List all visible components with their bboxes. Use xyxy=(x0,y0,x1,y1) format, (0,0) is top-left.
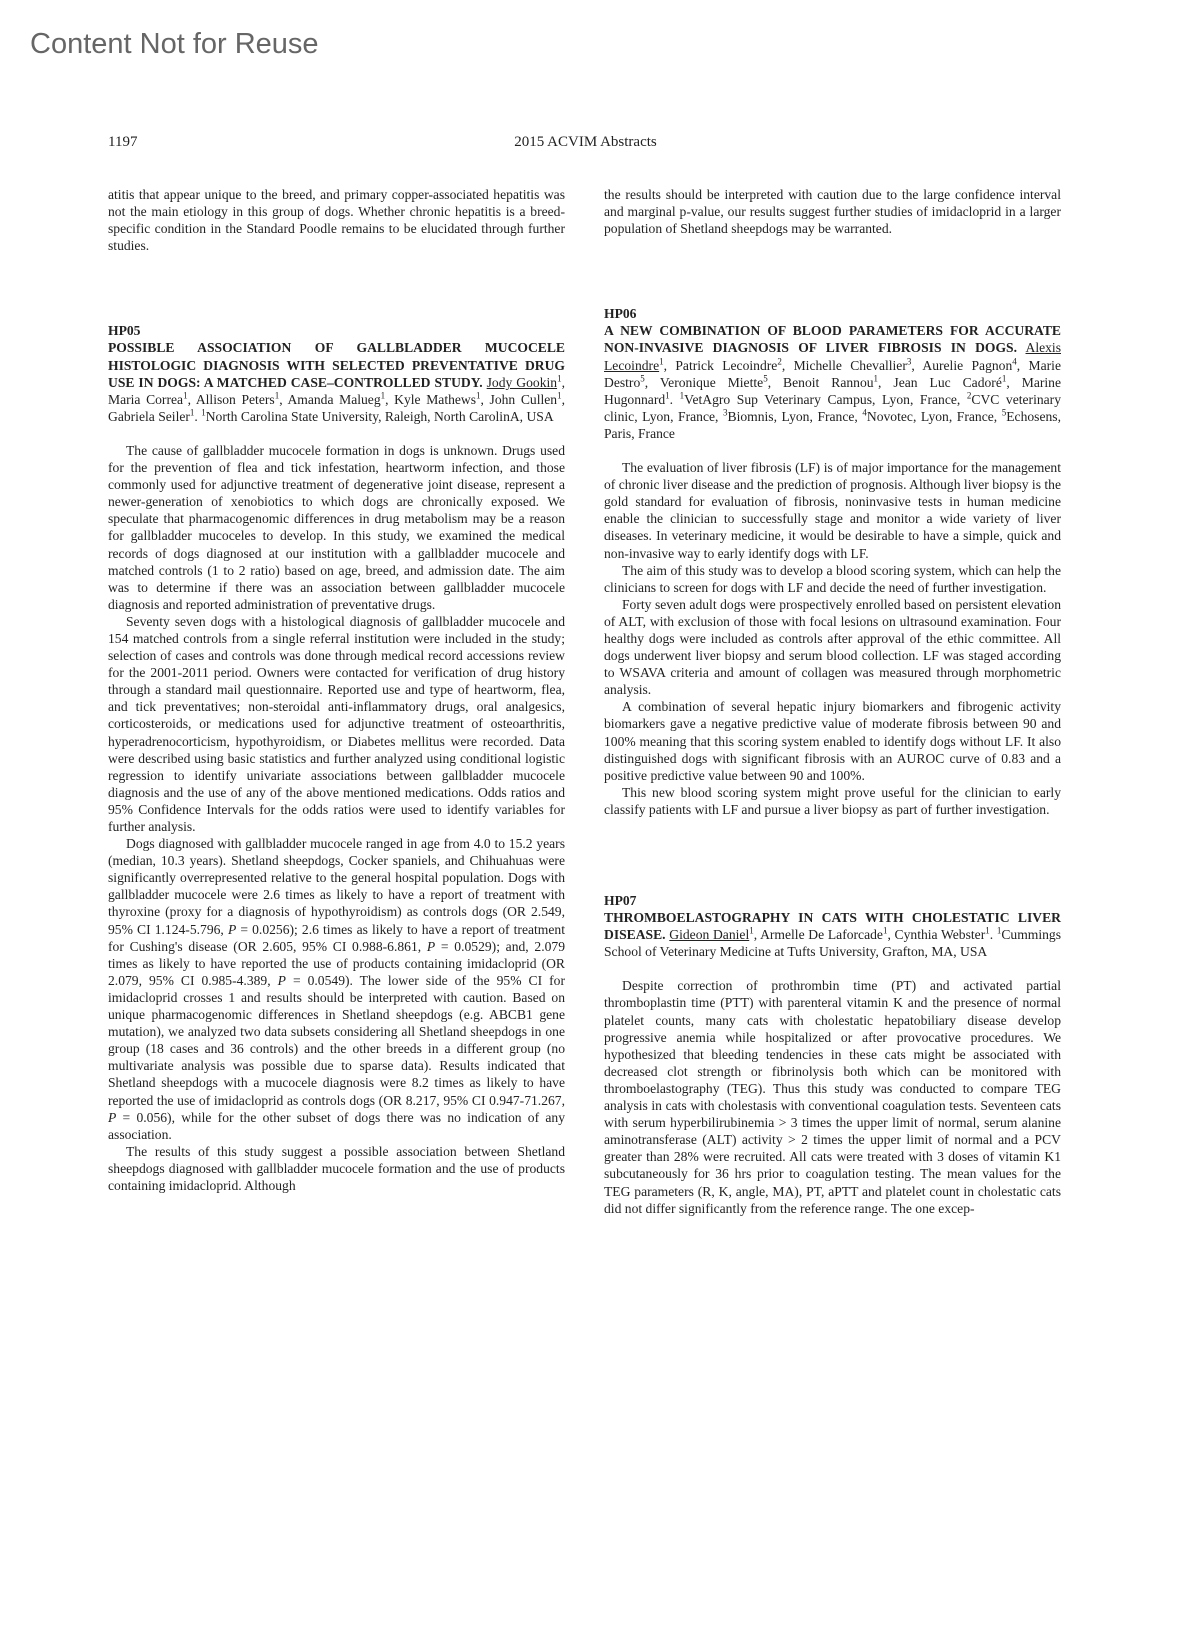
paragraph: The aim of this study was to develop a blood scoring system, which can help the clinicians to screen for dogs with LF and decide the need of further investigation. xyxy=(604,562,1061,595)
abstract-title: A NEW COMBINATION OF BLOOD PARAMETERS FOR ACCURATE NON-INVASIVE DIAGNOSIS OF LIVER FIBROSIS IN DOGS. xyxy=(604,323,1061,356)
author: , Allison Peters xyxy=(187,391,275,407)
abstract-heading: POSSIBLE ASSOCIATION OF GALLBLADDER MUCOCELE HISTOLOGIC DIAGNOSIS WITH SELECTED PREVENTATIVE DRUG USE IN DOGS: A MATCHED CASE–CONTROLLED STUDY. Jody Gookin$^1$, Maria Correa$^1$, Allison Peters$^1$, Amanda Malueg$^1$, Kyle Mathews$^1$, John Cullen$^1$, Gabriela Seiler$^1$. $^1$North Carolina State University, Raleigh, North CarolinA, USA xyxy=(108,340,565,424)
abstract-title: POSSIBLE ASSOCIATION OF GALLBLADDER MUCOCELE HISTOLOGIC DIAGNOSIS WITH SELECTED PREVENTATIVE DRUG USE IN DOGS: A MATCHED CASE–CONTROLLED STUDY. xyxy=(108,340,565,390)
abstract-heading: A NEW COMBINATION OF BLOOD PARAMETERS FOR ACCURATE NON-INVASIVE DIAGNOSIS OF LIVER FIBROSIS IN DOGS. Alexis Lecoindre$^1$, Patrick Lecoindre$^2$, Michelle Chevallier$^3$, Aurelie Pagnon$^4$, Marie Destro$^5$, Veronique Miette$^5$, Benoit Rannou$^1$, Jean Luc Cadoré$^1$, Marine Hugonnard$^1$. $^1$VetAgro Sup Veterinary Campus, Lyon, France, $^2$CVC veterinary clinic, Lyon, France, $^3$Biomnis, Lyon, France, $^4$Novotec, Lyon, France, $^5$Echosens, Paris, France xyxy=(604,323,1062,441)
author: , Gabriela Seiler xyxy=(108,391,565,424)
abstract-id: HP07 xyxy=(604,893,637,908)
author: , Amanda Malueg xyxy=(279,391,381,407)
author: , Maria Correa xyxy=(108,374,565,407)
paragraph: The results of this study suggest a possible association between Shetland sheepdogs diagnosed with gallbladder mucocele formation and the use of products containing imidacloprid. Although xyxy=(108,1143,565,1193)
journal-title: 2015 ACVIM Abstracts xyxy=(514,134,657,150)
affiliation: North Carolina State University, Raleigh, North CarolinA, USA xyxy=(205,408,554,424)
abstract-hp06 xyxy=(604,305,1061,818)
continuation-text: atitis that appear unique to the breed, and primary copper-associated hepatitis was not the main etiology in this group of dogs. Whether chronic hepatitis is a breed-specific condition in the Standard Poodle remains to be elucidated through further studies. xyxy=(108,187,565,254)
affiliation: Cummings School of Veterinary Medicine at Tufts University, Grafton, MA, USA xyxy=(604,927,1061,960)
author: , John Cullen xyxy=(480,391,558,407)
paragraph: A combination of several hepatic injury biomarkers and fibrogenic activity biomarkers gave a negative predictive value of moderate fibrosis between 90 and 100% meaning that this scoring system enabled to identify dogs without LF. It also distinguished dogs with significant fibrosis with an AUROC curve of 0.83 and a positive predictive value between 90 and 100%. xyxy=(604,699,1061,783)
abstract-title: THROMBOELASTOGRAPHY IN CATS WITH CHOLESTATIC LIVER DISEASE. xyxy=(604,910,1061,943)
abstract-hp07 xyxy=(604,892,1061,1217)
author: Kyle Mathews xyxy=(394,391,477,407)
continuation-text: the results should be interpreted with caution due to the large confidence interval and marginal p-value, our results suggest further studies of imidacloprid in a larger population of Shetland sheepdogs may be warranted. xyxy=(604,187,1061,237)
paragraph: Dogs diagnosed with gallbladder mucocele ranged in age from 4.0 to 15.2 years (median, 10.3 years). Shetland sheepdogs, Cocker spaniels, and Chihuahuas were significantly overrepresented relative to the general hospital population. Dogs with gallbladder mucocele were 2.6 times as likely to have a report of treatment with thyroxine (proxy for a diagnosis of hypothyroidism) as controls dogs (OR 2.549, 95% CI 1.124-5.796, P = 0.0256); 2.6 times as likely to have a report of treatment for Cushing's disease (OR 2.605, 95% CI 0.988-6.861, P = 0.0529); and, 2.079 times as likely to have reported the use of products containing imidacloprid (OR 2.079, 95% CI 0.985-4.389, P = 0.0549). The lower side of the 95% CI for imidacloprid crosses 1 and results should be interpreted with caution. Based on unique pharmacogenomic differences in Shetland sheepdogs (e.g. ABCB1 gene mutation), we analyzed two data subsets considering all Shetland sheepdogs in one group (18 cases and 36 controls) and the other breeds in a different group (no multivariate analysis was possible due to sparse data). Results indicated that Shetland sheepdogs with a mucocele diagnosis were 8.2 times as likely to have reported the use of imidacloprid as controls dogs (OR 8.217, 95% CI 0.947-71.267, P = 0.056), while for the other subset of dogs there was no indication of any association. xyxy=(108,836,566,1142)
abstract-id: HP06 xyxy=(604,306,637,322)
paragraph: This new blood scoring system might prove useful for the clinician to early classify patients with LF and pursue a liver biopsy as part of further investigation. xyxy=(604,784,1061,817)
paragraph: Despite correction of prothrombin time (PT) and activated partial thromboplastin time (PTT) with parenteral vitamin K and the presence of normal platelet counts, many cats with cholestatic hepatobiliary disease develop progressive anemia while hospitalized or after provocative procedures. We hypothesized that bleeding tendencies in these cats might be associated with decreased clot strength or fibrinolysis both which can be monitored with thromboelastography (TEG). Thus this study was conducted to compare TEG analysis in cats with cholestasis with conventional coagulation tests. Seventeen cats with serum hyperbilirubinemia > 3 times the upper limit of normal, serum alanine aminotransferase (ALT) activity > 2 times the upper limit of normal and a PCV greater than 28% were recruited. All cats were treated with 3 doses of vitamin K1 subcutaneously for 36 hrs prior to coagulation testing. The mean values for the TEG parameters (R, K, angle, MA), PT, aPTT and platelet count in cholestatic cats did not differ significantly from the reference range. The one excep- xyxy=(604,978,1061,1216)
paragraph: Forty seven adult dogs were prospectively enrolled based on persistent elevation of ALT, with exclusion of those with focal lesions on ultrasound examination. Four healthy dogs were included as controls after approval of the ethic committee. All dogs underwent liver biopsy and serum blood collection. LF was staged according to WSAVA criteria and amount of collagen was measured through morphometric analysis. xyxy=(604,596,1061,698)
abstract-id: HP05 xyxy=(108,323,141,339)
paragraph: The cause of gallbladder mucocele formation in dogs is unknown. Drugs used for the prevention of flea and tick infestation, heartworm infection, and those commonly used for adjunctive treatment of degenerative joint disease, represent a newer-generation of xenobiotics to which dogs are chronically exposed. We speculate that pharmacogenomic differences in drug metabolism may be a reason for gallbladder mucoceles to develop. In this study, we examined the medical records of dogs diagnosed at our institution with a gallbladder mucocele and matched controls (1 to 2 ratio) based on age, breed, and admission date. The aim was to determine if there was an association between gallbladder mucocele diagnosis and reported administration of preventative drugs. xyxy=(108,442,565,612)
abstract-hp05 xyxy=(108,322,565,1194)
abstract-heading: THROMBOELASTOGRAPHY IN CATS WITH CHOLESTATIC LIVER DISEASE. Gideon Daniel$^1$, Armelle De Laforcade$^1$, Cynthia Webster$^1$. $^1$Cummings School of Veterinary Medicine at Tufts University, Grafton, MA, USA xyxy=(604,910,1061,960)
paragraph: The evaluation of liver fibrosis (LF) is of major importance for the management of chronic liver disease and the prediction of prognosis. Although liver biopsy is the gold standard for evaluation of fibrosis, noninvasive tests in human medicine enable the clinician to successfully stage and monitor a wide variety of liver diseases. In veterinary medicine, it would be desirable to have a simple, quick and non-invasive way to early identify dogs with LF. xyxy=(604,460,1061,561)
right-column xyxy=(604,186,1061,1217)
watermark: Content Not for Reuse xyxy=(30,28,319,60)
presenting-author: Alexis Lecoindre xyxy=(604,340,1061,373)
left-column xyxy=(108,186,565,1194)
presenting-author: Gideon Daniel xyxy=(669,927,750,943)
presenting-author: Jody Gookin xyxy=(486,374,558,390)
paragraph: Seventy seven dogs with a histological diagnosis of gallbladder mucocele and 154 matched controls from a single referral institution were included in the study; selection of cases and controls was done through medical record accessions review for the 2001-2011 period. Owners were contacted for verification of drug history through a standard mail questionnaire. Reported use and type of heartworm, flea, and tick preventatives; non-steroidal anti-inflammatory drugs, oral analgesics, corticosteroids, or medications used for adjunctive treatment of osteoarthritis, hyperadrenocorticism, hypothyroidism, or Diabetes mellitus were recorded. Data were described using basic statistics and further analyzed using conditional logistic regression to identify univariate associations between gallbladder mucocele diagnosis and the use of any of the above mentioned medications. Odds ratios and 95% Confidence Intervals for the odds ratios were used to identify variables for further analysis. xyxy=(108,613,565,834)
page-number: 1197 xyxy=(108,134,138,150)
affiliation: VetAgro Sup Veterinary Campus, Lyon, France, xyxy=(684,391,967,407)
